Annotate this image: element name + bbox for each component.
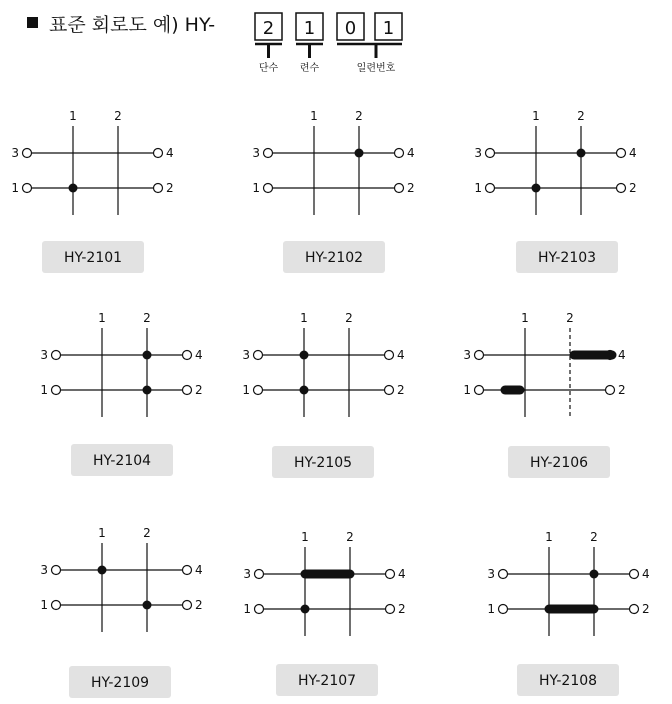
terminal-circle-icon xyxy=(475,386,484,395)
terminal-circle-icon xyxy=(23,149,32,158)
terminal-circle-icon xyxy=(52,566,61,575)
column-number-2: 2 xyxy=(143,311,151,325)
contact-dot xyxy=(143,386,152,395)
column-number-2: 2 xyxy=(590,530,598,544)
port-label-1: 1 xyxy=(40,383,48,397)
terminal-circle-icon xyxy=(254,351,263,360)
port-label-3: 3 xyxy=(11,146,19,160)
terminal-circle-icon xyxy=(385,386,394,395)
circuit-hy-2105 xyxy=(242,311,404,478)
column-number-1: 1 xyxy=(98,311,106,325)
model-label: HY-2103 xyxy=(537,250,597,266)
model-label: HY-2109 xyxy=(90,675,150,691)
terminal-circle-icon xyxy=(183,566,192,575)
circuit-hy-2102 xyxy=(252,109,414,273)
port-label-4: 4 xyxy=(166,146,174,160)
contact-dot xyxy=(355,149,364,158)
column-number-2: 2 xyxy=(345,311,353,325)
port-label-4: 4 xyxy=(642,567,650,581)
port-label-2: 2 xyxy=(398,602,406,616)
port-label-3: 3 xyxy=(487,567,495,581)
terminal-circle-icon xyxy=(183,386,192,395)
port-label-4: 4 xyxy=(195,348,203,362)
port-label-2: 2 xyxy=(166,181,174,195)
label-stages: 단수 xyxy=(258,63,279,74)
port-label-2: 2 xyxy=(618,383,626,397)
model-label: HY-2101 xyxy=(63,250,123,266)
port-label-1: 1 xyxy=(243,602,251,616)
terminal-circle-icon xyxy=(386,605,395,614)
circuit-hy-2106 xyxy=(463,311,625,478)
contact-dot xyxy=(143,601,152,610)
port-label-3: 3 xyxy=(40,348,48,362)
terminal-circle-icon xyxy=(395,184,404,193)
contact-dot xyxy=(300,386,309,395)
terminal-circle-icon xyxy=(630,605,639,614)
column-number-1: 1 xyxy=(69,109,77,123)
digit-serial-1: 0 xyxy=(344,18,357,39)
column-number-2: 2 xyxy=(143,526,151,540)
port-label-4: 4 xyxy=(195,563,203,577)
terminal-circle-icon xyxy=(386,570,395,579)
model-label: HY-2107 xyxy=(297,673,357,689)
terminal-circle-icon xyxy=(154,149,163,158)
terminal-circle-icon xyxy=(255,570,264,579)
terminal-circle-icon xyxy=(606,386,615,395)
terminal-circle-icon xyxy=(23,184,32,193)
port-label-2: 2 xyxy=(397,383,405,397)
port-label-3: 3 xyxy=(463,348,471,362)
circuit-grid xyxy=(11,109,649,698)
port-label-1: 1 xyxy=(40,598,48,612)
port-label-2: 2 xyxy=(629,181,637,195)
bullet-square-icon xyxy=(27,17,38,28)
terminal-circle-icon xyxy=(617,184,626,193)
label-poles: 련수 xyxy=(299,63,320,74)
model-label: HY-2102 xyxy=(304,250,364,266)
model-label: HY-2104 xyxy=(92,453,152,469)
port-label-3: 3 xyxy=(40,563,48,577)
port-label-3: 3 xyxy=(474,146,482,160)
column-number-1: 1 xyxy=(310,109,318,123)
header-title: 표준 회로도 예) HY- xyxy=(49,14,216,36)
column-number-2: 2 xyxy=(566,311,574,325)
column-number-2: 2 xyxy=(346,530,354,544)
column-number-1: 1 xyxy=(300,311,308,325)
column-number-2: 2 xyxy=(355,109,363,123)
port-label-2: 2 xyxy=(407,181,415,195)
model-label: HY-2108 xyxy=(538,673,598,689)
column-number-1: 1 xyxy=(301,530,309,544)
column-number-1: 1 xyxy=(98,526,106,540)
model-label: HY-2106 xyxy=(529,455,589,471)
model-label: HY-2105 xyxy=(293,455,353,471)
terminal-circle-icon xyxy=(617,149,626,158)
column-number-2: 2 xyxy=(114,109,122,123)
port-label-2: 2 xyxy=(195,598,203,612)
port-label-1: 1 xyxy=(242,383,250,397)
contact-dot xyxy=(143,351,152,360)
circuit-hy-2108 xyxy=(487,530,649,696)
port-label-3: 3 xyxy=(252,146,260,160)
digit-poles: 1 xyxy=(303,18,316,39)
label-serial: 일련번호 xyxy=(356,63,396,74)
port-label-1: 1 xyxy=(463,383,471,397)
port-label-2: 2 xyxy=(195,383,203,397)
terminal-circle-icon xyxy=(385,351,394,360)
circuit-hy-2103 xyxy=(474,109,636,273)
digit-stages: 2 xyxy=(262,18,275,39)
contact-dot xyxy=(300,351,309,360)
port-label-4: 4 xyxy=(398,567,406,581)
port-label-4: 4 xyxy=(397,348,405,362)
column-number-1: 1 xyxy=(532,109,540,123)
port-label-1: 1 xyxy=(252,181,260,195)
port-label-4: 4 xyxy=(407,146,415,160)
port-label-4: 4 xyxy=(629,146,637,160)
terminal-circle-icon xyxy=(255,605,264,614)
contact-dot xyxy=(69,184,78,193)
terminal-circle-icon xyxy=(183,601,192,610)
terminal-circle-icon xyxy=(486,149,495,158)
column-number-1: 1 xyxy=(545,530,553,544)
contact-dot xyxy=(98,566,107,575)
contact-dot xyxy=(577,149,586,158)
terminal-circle-icon xyxy=(264,184,273,193)
terminal-circle-icon xyxy=(630,570,639,579)
port-label-1: 1 xyxy=(11,181,19,195)
terminal-circle-icon xyxy=(475,351,484,360)
terminal-circle-icon xyxy=(52,351,61,360)
terminal-circle-icon xyxy=(486,184,495,193)
port-label-4: 4 xyxy=(618,348,626,362)
circuit-hy-2101 xyxy=(11,109,173,273)
terminal-circle-icon xyxy=(499,605,508,614)
port-label-3: 3 xyxy=(243,567,251,581)
terminal-circle-icon xyxy=(254,386,263,395)
terminal-circle-icon xyxy=(183,351,192,360)
column-number-1: 1 xyxy=(521,311,529,325)
terminal-circle-icon xyxy=(154,184,163,193)
contact-dot xyxy=(532,184,541,193)
terminal-circle-icon xyxy=(499,570,508,579)
digit-serial-2: 1 xyxy=(382,18,395,39)
contact-dot xyxy=(301,605,310,614)
port-label-3: 3 xyxy=(242,348,250,362)
header xyxy=(27,13,402,74)
column-number-2: 2 xyxy=(577,109,585,123)
port-label-1: 1 xyxy=(487,602,495,616)
circuit-hy-2107 xyxy=(243,530,405,696)
terminal-circle-icon xyxy=(264,149,273,158)
terminal-circle-icon xyxy=(395,149,404,158)
terminal-circle-icon xyxy=(52,601,61,610)
port-label-2: 2 xyxy=(642,602,650,616)
port-label-1: 1 xyxy=(474,181,482,195)
contact-dot xyxy=(590,570,599,579)
circuit-hy-2109 xyxy=(40,526,202,698)
terminal-circle-icon xyxy=(52,386,61,395)
circuit-hy-2104 xyxy=(40,311,202,476)
